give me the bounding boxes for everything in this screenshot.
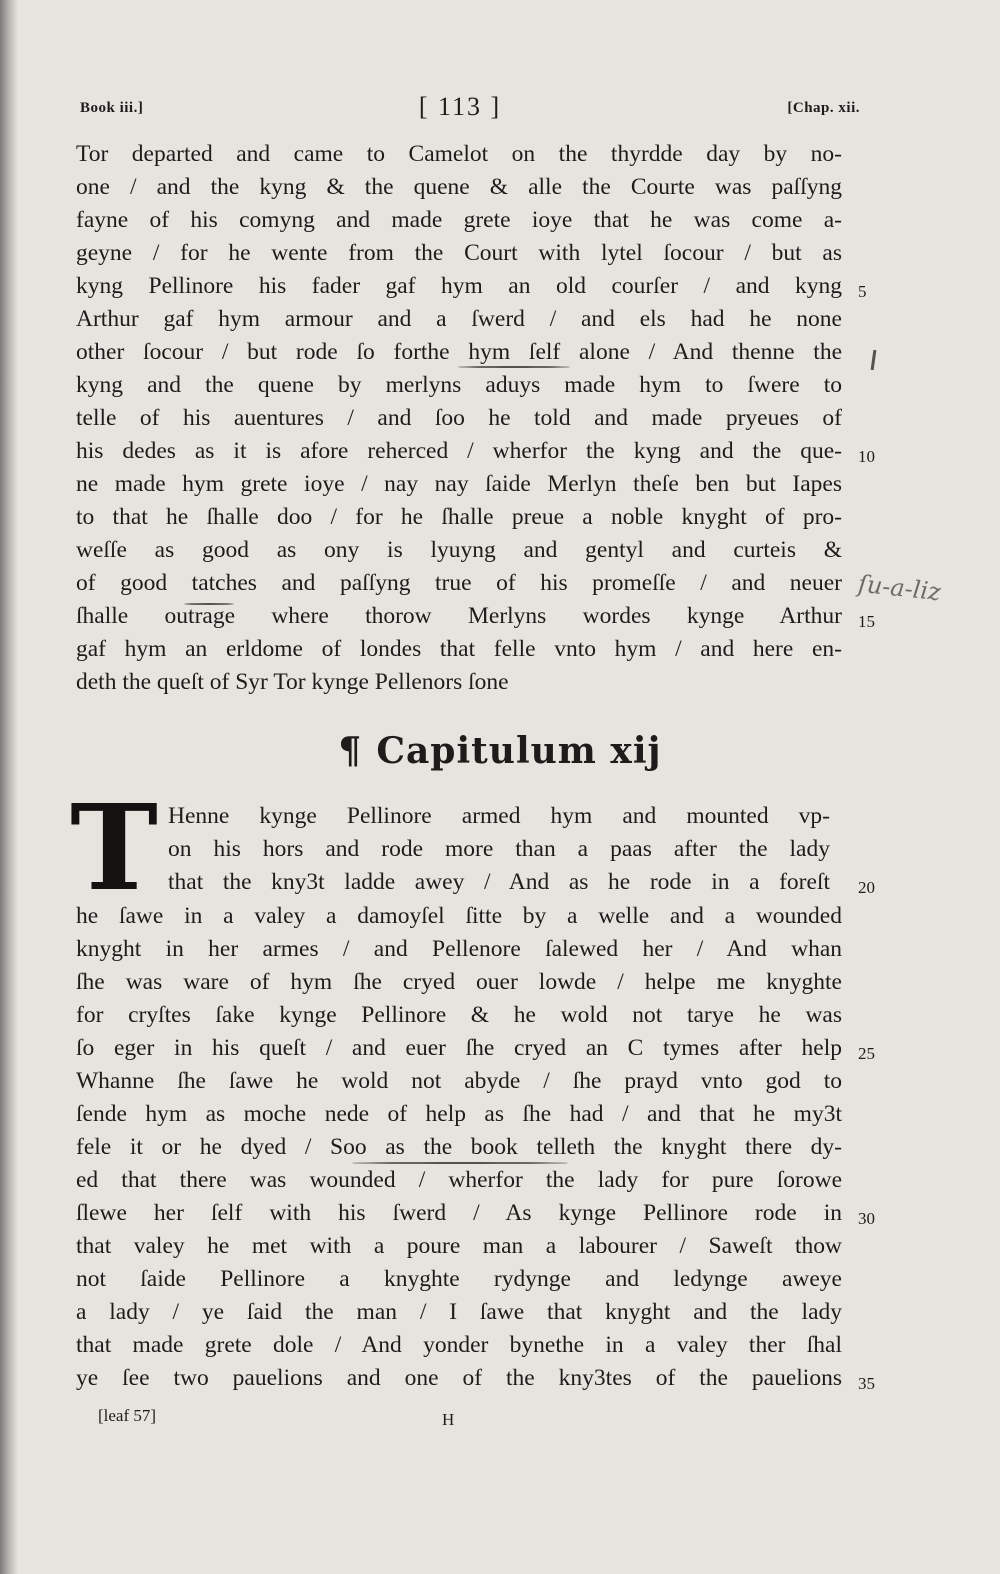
pencil-tick-mark [871, 350, 877, 370]
chapter-heading [0, 730, 1000, 772]
text-line: weſſe as good as ony is lyuyng and gentyl and curteis & [76, 537, 842, 563]
text-line: that made grete dole / And yonder bynethe in a valey ther ſhal [76, 1332, 842, 1358]
text-line: his dedes as it is afore reherced / wherfor the kyng and the que- [76, 438, 842, 464]
text-line: ſlewe her ſelf with his ſwerd / As kynge Pellinore rode in [76, 1200, 842, 1226]
text-line: gaf hym an erldome of londes that felle vnto hym / and here en- [76, 636, 842, 662]
pencil-underline [458, 366, 570, 368]
line-number: 35 [858, 1374, 875, 1393]
text-line: fele it or he dyed / Soo as the book telleth the knyght there dy- [76, 1134, 842, 1160]
text-line: Tor departed and came to Camelot on the thyrdde day by no- [76, 141, 842, 167]
text-line: deth the queſt of Syr Tor kynge Pellenors ſone [76, 669, 509, 695]
text-line: of good tatches and paſſyng true of his promeſſe / and neuer [76, 570, 842, 596]
text-line: fayne of his comyng and made grete ioye that he was come a- [76, 207, 842, 233]
text-line: geyne / for he wente from the Court with lytel ſocour / but as [76, 240, 842, 266]
text-line: knyght in her armes / and Pellenore ſalewed her / And whan [76, 936, 842, 962]
text-line: ſhalle outrage where thorow Merlyns wordes kynge Arthur [76, 603, 842, 629]
line-number: 30 [858, 1209, 875, 1228]
running-head [0, 92, 1000, 126]
text-line: he ſawe in a valey a damoyſel ſitte by a welle and a wounded [76, 903, 842, 929]
text-line: that valey he met with a poure man a labourer / Saweſt thow [76, 1233, 842, 1259]
text-line: ye ſee two pauelions and one of the kny3tes of the pauelions [76, 1365, 842, 1391]
text-line: for cryſtes ſake kynge Pellinore & he wold not tarye he was [76, 1002, 842, 1028]
text-line: on his hors and rode more than a paas after the lady [168, 836, 830, 862]
text-line: ſende hym as moche nede of help as ſhe had / and that he my3t [76, 1101, 842, 1127]
chapter-title: Capitulum xij [376, 730, 662, 772]
text-line: Arthur gaf hym armour and a ſwerd / and els had he none [76, 306, 842, 332]
text-line: one / and the kyng & the quene & alle the Courte was paſſyng [76, 174, 842, 200]
line-number: 5 [858, 282, 867, 301]
page-edge-shadow [0, 0, 18, 1574]
margin-annotation: ſu-a-liz [856, 569, 943, 607]
text-line: to that he ſhalle doo / for he ſhalle preue a noble knyght of pro- [76, 504, 842, 530]
text-line: ſhe was ware of hym ſhe cryed ouer lowde / helpe me knyghte [76, 969, 842, 995]
text-line: Whanne ſhe ſawe he wold not abyde / ſhe prayd vnto god to [76, 1068, 842, 1094]
text-line: kyng Pellinore his fader gaf hym an old courſer / and kyng [76, 273, 842, 299]
drop-cap-initial: T [70, 778, 158, 917]
text-line: not ſaide Pellinore a knyghte rydynge and ledynge aweye [76, 1266, 842, 1292]
text-line: other ſocour / but rode ſo forthe hym ſelf alone / And thenne the [76, 339, 842, 365]
text-line: ſo eger in his queſt / and euer ſhe cryed an C tymes after help [76, 1035, 842, 1061]
page-number: [ 113 ] [418, 92, 502, 121]
text-line: a lady / ye ſaid the man / I ſawe that knyght and the lady [76, 1299, 842, 1325]
text-line: kyng and the quene by merlyns aduys made hym to ſwere to [76, 372, 842, 398]
leaf-reference: [leaf 57] [98, 1406, 157, 1425]
running-head-book: Book iii.] [80, 100, 144, 116]
running-head-chapter: [Chap. xii. [787, 100, 860, 116]
signature-mark: H [442, 1410, 455, 1429]
line-number: 15 [858, 612, 875, 631]
text-line: that the kny3t ladde awey / And as he rode in a foreſt [168, 869, 830, 895]
line-number: 25 [858, 1044, 875, 1063]
text-line: Henne kynge Pellinore armed hym and mounted vp- [168, 803, 830, 829]
text-line: ne made hym grete ioye / nay nay ſaide Merlyn theſe ben but Iapes [76, 471, 842, 497]
line-number: 20 [858, 878, 875, 897]
line-number: 10 [858, 447, 875, 466]
pencil-underline [352, 1162, 568, 1164]
text-line: ed that there was wounded / wherfor the lady for pure ſorowe [76, 1167, 842, 1193]
text-line: telle of his auentures / and ſoo he told and made pryeues of [76, 405, 842, 431]
pencil-underline [184, 603, 234, 605]
paragraph-mark: ¶ [338, 730, 363, 772]
